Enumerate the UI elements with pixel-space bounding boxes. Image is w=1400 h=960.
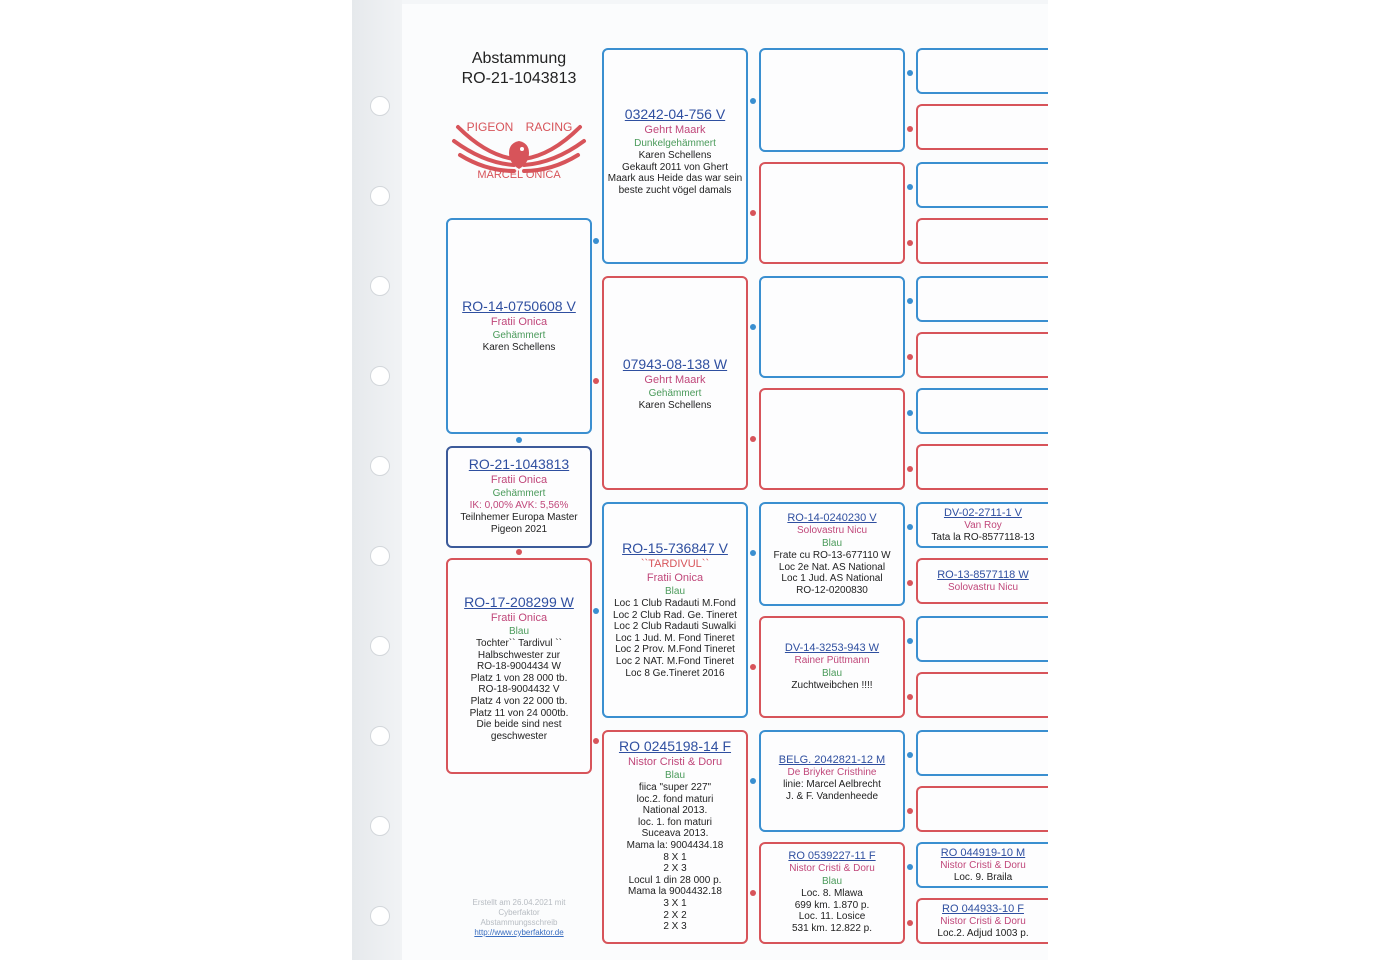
pedigree-fm-card: [602, 276, 748, 490]
pedigree-g4-card: [916, 162, 1048, 208]
main-inbreeding: IK: 0,00% AVK: 5,56%: [469, 500, 569, 511]
mm-note: National 2013.: [642, 805, 708, 817]
pedigree-g4-card: [916, 388, 1048, 434]
ff-ring-id: 03242-04-756 V: [624, 106, 726, 122]
arrow-mother-to-main: [516, 549, 522, 555]
mff-note: RO-12-0200830: [796, 584, 868, 596]
arrow-to-fm: [750, 324, 756, 330]
mmf-note: J. & F. Vandenheede: [785, 790, 879, 802]
punch-hole: [370, 186, 390, 206]
mother-note: Platz 1 von 28 000 tb.: [470, 672, 568, 684]
mm-note: 2 X 3: [663, 863, 687, 875]
arrow-to-mf: [750, 664, 756, 670]
mm-note: Mama la 9004432.18: [628, 886, 722, 898]
punch-hole: [370, 636, 390, 656]
footer-line: Erstellt am 26.04.2021 mit: [472, 898, 566, 907]
pedigree-mff-card: [759, 502, 905, 606]
mother-breeder: Fratii Onica: [490, 612, 548, 624]
fm-note: Karen Schellens: [638, 400, 712, 411]
pedigree-mmmf-card: [916, 842, 1048, 888]
mother-note: Platz 4 von 22 000 tb.: [470, 695, 568, 707]
fm-color: Gehämmert: [648, 388, 702, 399]
pedigree-g4-card: [916, 276, 1048, 322]
main-color: Gehämmert: [492, 488, 546, 499]
mm-note: 3 X 1: [663, 897, 687, 909]
pedigree-ff-card: [602, 48, 748, 264]
pedigree-mfff-card: [916, 502, 1048, 548]
mmmm-ring-id: RO 044933-10 F: [942, 903, 1024, 915]
mf-note: Loc 1 Jud. M. Fond Tineret: [615, 632, 735, 644]
mfff-breeder: Van Roy: [964, 520, 1002, 531]
father-ring-id: RO-14-0750608 V: [462, 298, 576, 314]
arrow-g4: [907, 524, 913, 530]
mm-ring-id: RO 0245198-14 F: [618, 738, 732, 754]
arrow-to-mm: [750, 778, 756, 784]
mm-note: Locul 1 din 28 000 p.: [628, 874, 722, 886]
arrow-g4: [907, 808, 913, 814]
mfff-note: Tata la RO-8577118-13: [931, 532, 1035, 543]
pigeon-racing-logo: [444, 115, 594, 185]
mother-note: RO-18-9004432 V: [478, 684, 560, 696]
ff-note: Gekauft 2011 von Ghert: [622, 161, 728, 173]
father-note: Karen Schellens: [482, 342, 556, 353]
arrow-mm-to-mother: [593, 738, 599, 744]
pedigree-father-card: [446, 218, 592, 434]
arrow-to-ff: [750, 98, 756, 104]
arrow-to-mf: [750, 550, 756, 556]
arrow-g4: [907, 410, 913, 416]
pedigree-mfm-card: [759, 616, 905, 718]
pedigree-ffm-card: [759, 162, 905, 264]
mother-note: Die beide sind nest: [476, 719, 562, 731]
main-ring-id: RO-21-1043813: [468, 456, 570, 472]
logo-text-name: MARCEL ONICA: [477, 169, 561, 181]
pedigree-g4-card: [916, 444, 1048, 490]
arrow-father-to-main: [516, 437, 522, 443]
mm-note: 8 X 1: [663, 851, 687, 863]
mff-note: Frate cu RO-13-677110 W: [773, 550, 891, 561]
arrow-to-fm: [750, 436, 756, 442]
mmm-note: 531 km. 12.822 p.: [791, 922, 873, 934]
mffm-ring-id: RO-13-8577118 W: [937, 569, 1029, 581]
punch-hole: [370, 726, 390, 746]
mf-note: Loc 2 Club Rad. Ge. Tineret: [613, 609, 737, 621]
mother-note: Platz 11 von 24 000tb.: [469, 707, 569, 719]
punch-hole: [370, 96, 390, 116]
mm-note: loc. 1. fon maturi: [638, 816, 712, 828]
pedigree-g4-card: [916, 672, 1048, 718]
punch-hole: [370, 456, 390, 476]
document-heading: Abstammung: [471, 50, 567, 67]
arrow-g4: [907, 354, 913, 360]
arrow-g4: [907, 466, 913, 472]
pedigree-main-card: [446, 446, 592, 548]
mfm-note: Zuchtweibchen !!!!: [791, 680, 873, 691]
arrow-g4: [907, 70, 913, 76]
pedigree-mm-card: [602, 730, 748, 944]
mm-note: 2 X 2: [663, 909, 687, 921]
mm-note: Mama la: 9004434.18: [626, 839, 724, 851]
mother-color: Blau: [508, 626, 529, 637]
mfff-ring-id: DV-02-2711-1 V: [943, 507, 1023, 519]
footer-line: Abstammungsschreib: [480, 918, 558, 927]
logo-text-racing: RACING: [525, 120, 573, 134]
mf-nickname: ``TARDIVUL``: [640, 558, 710, 570]
pedigree-g4-card: [916, 218, 1048, 264]
mmm-breeder: Nistor Cristi & Doru: [789, 863, 875, 874]
mmm-note: Loc. 8. Mlawa: [801, 888, 863, 899]
mother-note: Halbschwester zur: [477, 649, 561, 661]
mf-note: Loc 1 Club Radauti M.Fond: [614, 598, 736, 609]
mother-note: Tochter`` Tardivul ``: [476, 638, 562, 649]
mff-note: Loc 2e Nat. AS National: [778, 561, 886, 573]
mmmm-breeder: Nistor Cristi & Doru: [940, 916, 1026, 927]
ff-note: Karen Schellens: [638, 150, 712, 161]
mf-breeder: Fratii Onica: [646, 572, 704, 584]
arrow-g4: [907, 752, 913, 758]
pedigree-mffm-card: [916, 558, 1048, 604]
ff-note: beste zucht vögel damals: [618, 184, 732, 196]
fm-breeder: Gehrt Maark: [644, 374, 706, 386]
arrow-g4: [907, 694, 913, 700]
ff-note: Maark aus Heide das war sein: [607, 173, 743, 185]
mmm-ring-id: RO 0539227-11 F: [788, 850, 876, 862]
arrow-g4: [907, 638, 913, 644]
software-footer: [452, 898, 586, 938]
pedigree-g4-card: [916, 786, 1048, 832]
punch-hole: [370, 816, 390, 836]
mmm-note: 699 km. 1.870 p.: [794, 899, 870, 911]
mf-color: Blau: [664, 586, 685, 597]
mmmf-ring-id: RO 044919-10 M: [940, 847, 1026, 859]
mff-color: Blau: [821, 538, 842, 549]
mother-note: RO-18-9004434 W: [477, 661, 561, 673]
pedigree-mmmm-card: [916, 898, 1048, 944]
mmmm-note: Loc.2. Adjud 1003 p.: [937, 928, 1029, 939]
mother-ring-id: RO-17-208299 W: [464, 594, 574, 610]
pedigree-mmf-card: [759, 730, 905, 832]
pedigree-g4-card: [916, 104, 1048, 150]
pedigree-mmm-card: [759, 842, 905, 944]
punch-hole: [370, 366, 390, 386]
mmf-breeder: De Briyker Cristhine: [787, 767, 877, 778]
mfm-color: Blau: [821, 668, 842, 679]
mm-note: loc.2. fond maturi: [636, 793, 714, 805]
mm-note: fiica "super 227": [638, 782, 712, 793]
arrow-mf-to-mother: [593, 608, 599, 614]
mfm-breeder: Rainer Püttmann: [794, 655, 870, 666]
mmf-ring-id: BELG. 2042821-12 M: [778, 754, 886, 766]
fm-ring-id: 07943-08-138 W: [622, 356, 728, 372]
pedigree-g4-card: [916, 332, 1048, 378]
footer-line: Cyberfaktor: [498, 908, 540, 917]
pedigree-g4-card: [916, 48, 1048, 94]
arrow-to-ff: [750, 210, 756, 216]
pedigree-mf-card: [602, 502, 748, 718]
ff-breeder: Gehrt Maark: [644, 124, 706, 136]
main-note: Pigeon 2021: [490, 523, 548, 535]
pedigree-fmm-card: [759, 388, 905, 490]
mm-note: Suceava 2013.: [641, 828, 709, 840]
arrow-g4: [907, 864, 913, 870]
arrow-g4: [907, 920, 913, 926]
mother-note: geschwester: [490, 730, 548, 742]
father-color: Gehämmert: [492, 330, 546, 341]
mmmf-breeder: Nistor Cristi & Doru: [940, 860, 1026, 871]
mm-note: 2 X 3: [663, 921, 687, 933]
mff-ring-id: RO-14-0240230 V: [787, 512, 877, 524]
father-breeder: Fratii Onica: [490, 316, 548, 328]
arrow-g4: [907, 126, 913, 132]
arrow-g4: [907, 580, 913, 586]
document-ring-number: RO-21-1043813: [461, 70, 577, 87]
arrow-ff-to-father: [593, 238, 599, 244]
pedigree-fmf-card: [759, 276, 905, 378]
punch-hole: [370, 546, 390, 566]
mm-color: Blau: [664, 770, 685, 781]
mfm-ring-id: DV-14-3253-943 W: [784, 642, 880, 654]
pedigree-g4-card: [916, 730, 1048, 776]
pedigree-fff-card: [759, 48, 905, 152]
main-breeder: Fratii Onica: [490, 474, 548, 486]
main-note: Teilnhemer Europa Master: [460, 512, 578, 523]
mf-note: Loc 2 Prov. M.Fond Tineret: [615, 644, 735, 656]
punch-hole: [370, 276, 390, 296]
arrow-fm-to-father: [593, 378, 599, 384]
mffm-breeder: Solovastru Nicu: [947, 582, 1019, 593]
mf-ring-id: RO-15-736847 V: [622, 540, 728, 556]
punch-hole: [370, 906, 390, 926]
mf-note: Loc 2 Club Radauti Suwalki: [613, 621, 737, 633]
footer-website-link[interactable]: http://www.cyberfaktor.de: [474, 928, 564, 937]
mmf-note: linie: Marcel Aelbrecht: [783, 779, 881, 790]
mmm-note: Loc. 11. Losice: [798, 911, 866, 923]
arrow-g4: [907, 184, 913, 190]
mf-note: Loc 2 NAT. M.Fond Tineret: [615, 655, 735, 667]
mmm-color: Blau: [821, 876, 842, 887]
arrow-g4: [907, 298, 913, 304]
mff-breeder: Solovastru Nicu: [796, 525, 868, 536]
ff-color: Dunkelgehämmert: [634, 138, 716, 149]
mf-note: Loc 8 Ge.Tineret 2016: [625, 667, 725, 679]
arrow-g4: [907, 240, 913, 246]
logo-text-pigeon: PIGEON: [466, 120, 514, 134]
arrow-to-mm: [750, 890, 756, 896]
mm-breeder: Nistor Cristi & Doru: [627, 756, 723, 768]
mmmf-note: Loc. 9. Braila: [953, 872, 1013, 883]
mff-note: Loc 1 Jud. AS National: [781, 573, 883, 585]
pedigree-g4-card: [916, 616, 1048, 662]
pedigree-mother-card: [446, 558, 592, 774]
